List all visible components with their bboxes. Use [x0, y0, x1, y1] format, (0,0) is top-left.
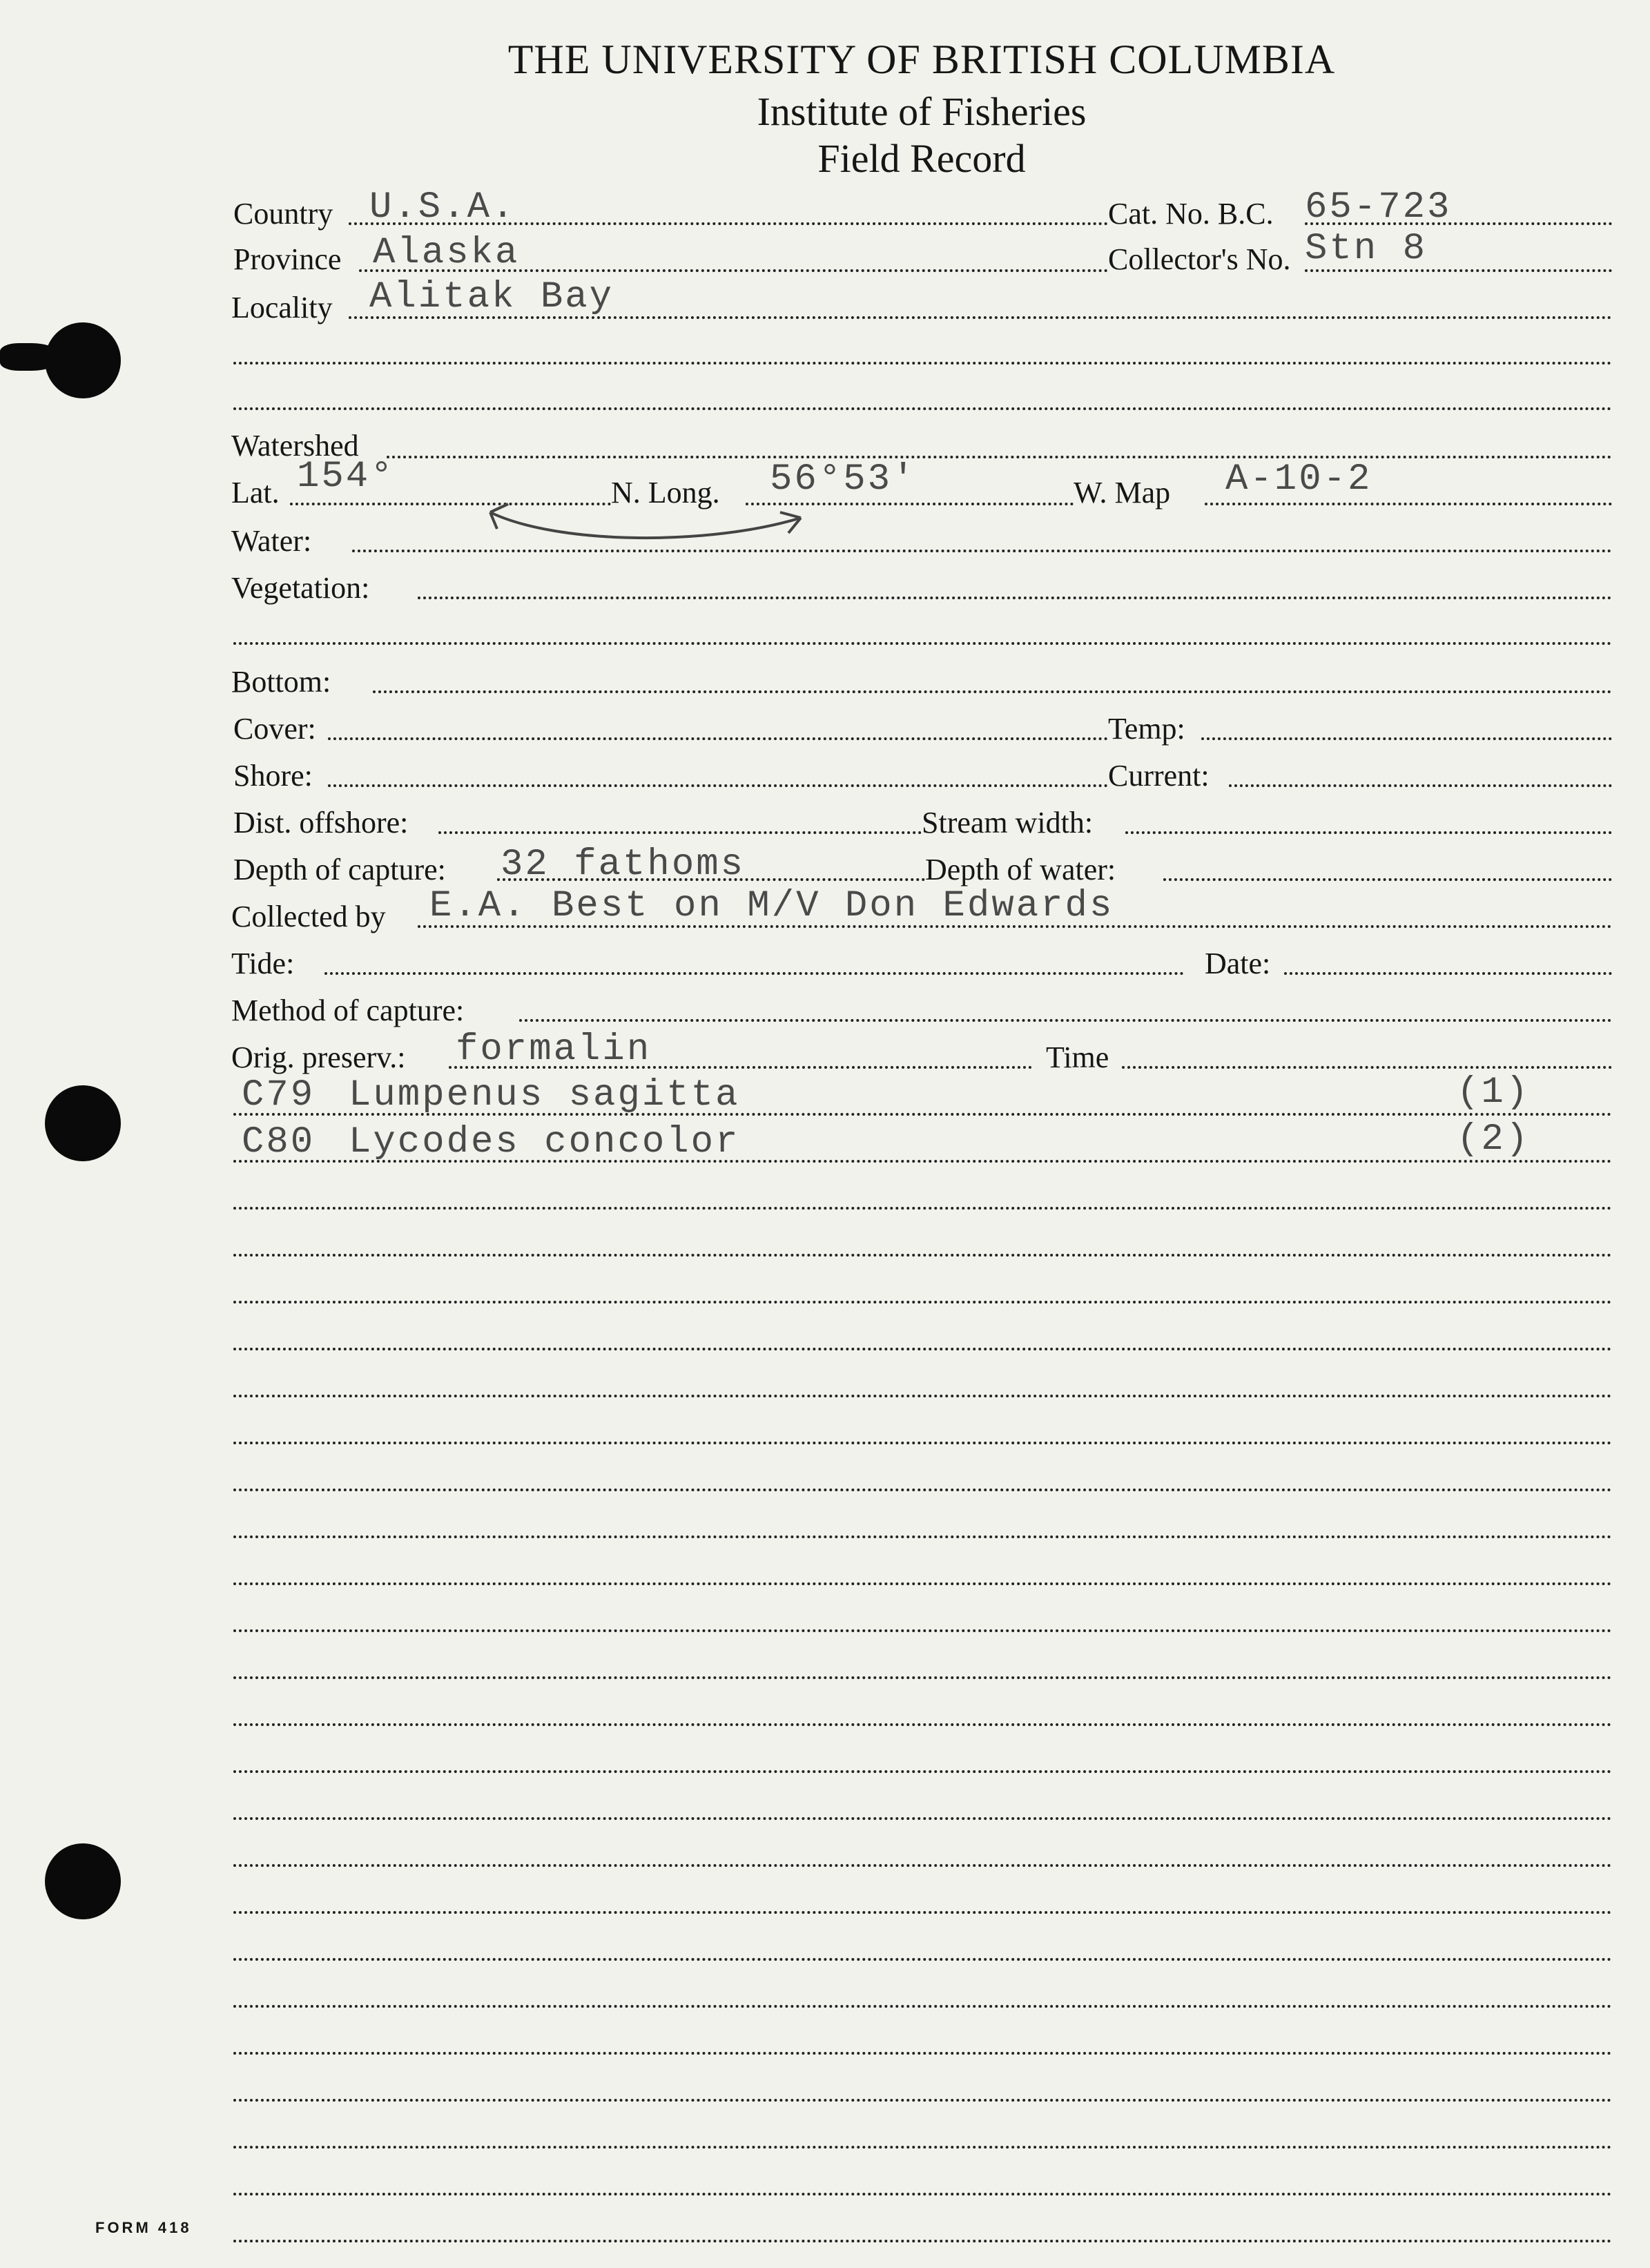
method-line: [519, 1019, 1612, 1022]
watershed-line: [387, 456, 1612, 458]
province-line: [359, 269, 1108, 272]
lat-value: 154°: [297, 456, 395, 498]
method-label: Method of capture:: [231, 994, 465, 1027]
stream-width-line: [1125, 831, 1612, 834]
shore-line: [328, 784, 1108, 787]
stream-width-label: Stream width:: [922, 806, 1094, 840]
university-title: THE UNIVERSITY OF BRITISH COLUMBIA: [507, 37, 1336, 82]
depth-water-line: [1163, 878, 1612, 881]
blank-line: [233, 1911, 1612, 1914]
temp-line: [1201, 737, 1612, 740]
w-map-label: W. Map: [1074, 476, 1171, 510]
collected-by-label: Collected by: [231, 900, 386, 933]
province-label: Province: [233, 242, 342, 276]
cat-no-line: [1305, 222, 1612, 225]
date-line: [1284, 972, 1612, 975]
lat-label: Lat.: [231, 476, 280, 510]
shore-label: Shore:: [233, 759, 313, 793]
n-long-label: N. Long.: [611, 476, 720, 510]
blank-line: [233, 1817, 1612, 1820]
blank-line: [233, 1442, 1612, 1444]
province-value: Alaska: [373, 232, 520, 274]
locality-label: Locality: [231, 291, 333, 324]
form-number: FORM 418: [95, 2219, 192, 2236]
cover-line: [328, 737, 1108, 740]
punch-hole-middle: [45, 1085, 121, 1161]
blank-line: [233, 1535, 1612, 1538]
current-label: Current:: [1108, 759, 1210, 793]
cover-label: Cover:: [233, 712, 316, 746]
time-label: Time: [1046, 1040, 1109, 1074]
locality-value: Alitak Bay: [369, 276, 614, 318]
bottom-line: [373, 690, 1612, 693]
specimen-2-name: Lycodes concolor: [349, 1121, 740, 1163]
time-line: [1122, 1066, 1612, 1069]
blank-line: [233, 1254, 1612, 1257]
water-label: Water:: [231, 524, 312, 558]
orig-preserv-value: formalin: [456, 1029, 652, 1071]
locality-line: [349, 316, 1612, 319]
country-line: [349, 222, 1108, 225]
collectors-no-label: Collector's No.: [1108, 242, 1291, 276]
punch-hole-bottom: [45, 1843, 121, 1919]
orig-preserv-label: Orig. preserv.:: [231, 1040, 406, 1074]
vegetation-line-2: [233, 642, 1612, 645]
map-line: [1205, 503, 1612, 505]
blank-line: [233, 1723, 1612, 1726]
specimen-2-count: (2): [1457, 1118, 1531, 1161]
country-label: Country: [233, 197, 333, 231]
bottom-label: Bottom:: [231, 665, 331, 699]
collected-by-value: E.A. Best on M/V Don Edwards: [429, 885, 1114, 927]
blank-line: [233, 2099, 1612, 2102]
watershed-label: Watershed: [231, 429, 359, 463]
blank-line: [233, 1676, 1612, 1679]
specimen-line-1: [233, 1113, 1612, 1116]
depth-capture-value: 32 fathoms: [501, 844, 746, 886]
blank-line: [233, 1348, 1612, 1350]
water-line: [352, 550, 1612, 552]
punch-hole-top: [45, 322, 121, 398]
temp-label: Temp:: [1108, 712, 1185, 746]
vegetation-line: [418, 597, 1612, 599]
blank-line: [233, 1301, 1612, 1303]
locality-line-2: [233, 362, 1612, 365]
depth-water-label: Depth of water:: [925, 853, 1116, 886]
orig-preserv-line: [449, 1066, 1032, 1069]
blank-line: [233, 1864, 1612, 1867]
collectors-no-value: Stn 8: [1305, 228, 1428, 270]
collected-by-line: [418, 925, 1612, 928]
cat-no-value: 65-723: [1305, 186, 1452, 229]
blank-line: [233, 1489, 1612, 1491]
blank-line: [233, 1207, 1612, 1210]
map-value: A-10-2: [1225, 458, 1372, 501]
locality-line-3: [233, 407, 1612, 410]
blank-line: [233, 1958, 1612, 1961]
blank-line: [233, 1770, 1612, 1773]
tide-line: [324, 972, 1184, 975]
blank-line: [233, 2005, 1612, 2008]
institute-title: Institute of Fisheries: [757, 89, 1087, 134]
blank-line: [233, 2052, 1612, 2055]
blank-line: [233, 2240, 1612, 2242]
country-value: U.S.A.: [369, 186, 516, 229]
cat-no-label: Cat. No. B.C.: [1108, 197, 1274, 231]
depth-capture-line: [497, 878, 925, 881]
blank-line: [233, 1582, 1612, 1585]
vegetation-label: Vegetation:: [231, 571, 370, 605]
blank-line: [233, 1629, 1612, 1632]
current-line: [1229, 784, 1612, 787]
specimen-line-2: [233, 1160, 1612, 1163]
dist-offshore-line: [438, 831, 922, 834]
depth-capture-label: Depth of capture:: [233, 853, 446, 886]
specimen-1-count: (1): [1457, 1072, 1531, 1114]
blank-line: [233, 1395, 1612, 1397]
specimen-2-code: C80: [242, 1121, 316, 1163]
tide-label: Tide:: [231, 947, 295, 980]
collectors-no-line: [1305, 269, 1612, 272]
date-label: Date:: [1205, 947, 1271, 980]
dist-offshore-label: Dist. offshore:: [233, 806, 409, 840]
record-title: Field Record: [817, 136, 1026, 181]
blank-line: [233, 2146, 1612, 2149]
blank-line: [233, 2193, 1612, 2196]
specimen-1-code: C79: [242, 1074, 316, 1116]
long-value: 56°53': [770, 458, 917, 501]
specimen-1-name: Lumpenus sagitta: [349, 1074, 740, 1116]
